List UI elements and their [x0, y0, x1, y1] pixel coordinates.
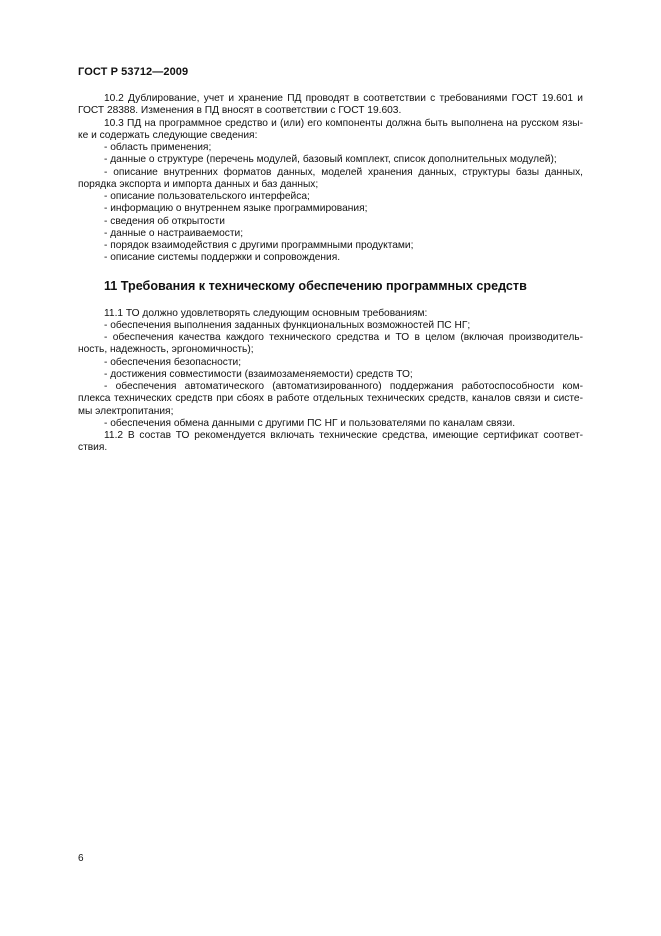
document-body [78, 93, 583, 455]
paragraph-11-2-line-1: 11.2 В состав ТО рекомендуется включать технические средства, имеющие сертификат соответ- [104, 430, 583, 441]
list-item: - описание пользовательского интерфейса; [104, 191, 310, 202]
list-item: - данные о настраиваемости; [104, 227, 244, 239]
list-item-continuation: ность, надежность, эргономичность); [78, 344, 254, 356]
list-item: - описание системы поддержки и сопровождения. [104, 252, 341, 264]
list-item-continuation: мы электропитания; [78, 405, 174, 417]
list-item: - обеспечения качества каждого технического средства и ТО в целом (включая производитель- [104, 332, 583, 343]
list-item: - порядок взаимодействия с другими программными продуктами; [104, 240, 414, 251]
page-number: 6 [78, 853, 84, 864]
list-item-continuation: плекса технических средств при сбоях в работе отдельных технических средств, каналов связи и систе- [78, 393, 583, 405]
list-item: - достижения совместимости (взаимозаменяемости) средств ТО; [104, 368, 413, 380]
list-item: - данные о структуре (перечень модулей, базовый комплект, список дополнительных модулей); [104, 154, 557, 166]
list-item: - обеспечения безопасности; [104, 356, 242, 368]
list-item: - обеспечения обмена данными с другими ПС НГ и пользователями по каналам связи. [104, 417, 516, 429]
list-item: - описание внутренних форматов данных, моделей хранения данных, структуры базы данных, [104, 166, 583, 178]
paragraph-10-3-line-2: ке и содержать следующие сведения: [78, 129, 258, 141]
paragraph-11-1: 11.1 ТО должно удовлетворять следующим основным требованиям: [104, 307, 428, 319]
paragraph-10-2-line-2: ГОСТ 28388. Изменения в ПД вносят в соответствии с ГОСТ 19.603. [78, 105, 402, 117]
paragraph-10-3-line-1: 10.3 ПД на программное средство и (или) его компоненты должна быть выполнена на русском язы- [104, 117, 583, 129]
list-item: - область применения; [104, 142, 212, 153]
paragraph-11-2-line-2: ствия. [78, 442, 108, 454]
list-item-continuation: порядка экспорта и импорта данных и баз данных; [78, 178, 319, 190]
section-title: 11 Требования к техническому обеспечению программных средств [104, 278, 527, 293]
list-item: - обеспечения автоматического (автоматизированного) поддержания работоспособности ком- [104, 381, 583, 392]
document-header: ГОСТ Р 53712—2009 [78, 66, 189, 78]
list-item: - сведения об открытости [104, 215, 225, 227]
paragraph-10-2-line-1: 10.2 Дублирование, учет и хранение ПД проводят в соответствии с требованиями ГОСТ 19.601 и [104, 93, 583, 104]
list-item: - обеспечения выполнения заданных функциональных возможностей ПС НГ; [104, 319, 471, 331]
list-item: - информацию о внутреннем языке программирования; [104, 203, 368, 215]
